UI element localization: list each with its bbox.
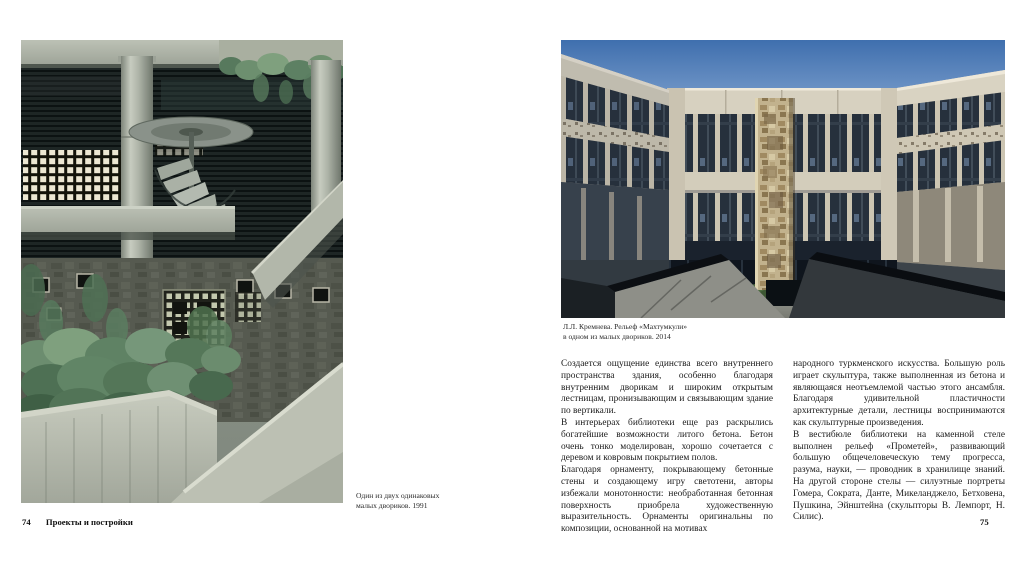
section-title: Проекты и постройки <box>45 517 133 527</box>
footer-left <box>22 517 133 527</box>
lattice-screen <box>23 150 125 200</box>
caption-line: Один из двух одинаковых <box>356 491 440 500</box>
text-column-1 <box>561 359 773 536</box>
paragraph: В интерьерах библиотеки еще раз раскрылись богатейшие возможности литого бетона. Бетон очень тонко моделирован, хорошо сочетается с деревом и ковровым покрытием полов. <box>561 417 773 464</box>
page-number-right: 75 <box>980 517 989 527</box>
caption-line: в одном из малых двориков. 2014 <box>563 331 671 341</box>
paragraph: народного туркменского искусства. Большую роль играет скульптура, также выполненная из бетона и являющаяся неотъемлемой частью этого ансамбля. Благодаря удивительной пластичности архитектурные детали, лестницы воспринимаются как скульптурные произведения. <box>793 359 1005 428</box>
footer-right <box>980 517 989 527</box>
paragraph: Создается ощущение единства всего внутреннего пространства здания, особенно благодаря внутренним дворикам и широким открытым лестницам, пронизывающим и связывающим здание по вертикали. <box>561 359 773 417</box>
page-number-left: 74 <box>22 517 31 527</box>
caption-line: Л.Л. Кремнева. Рельеф «Махтумкули» <box>563 322 688 331</box>
courtyard-photo-art <box>21 40 343 503</box>
paragraph: Благодаря орнаменту, покрывающему бетонные стены и создающему игру светотени, авторы избежали монотонности: необработанная бетонная поверхность приобрела художественную выразительность. Орнаменты оригинальны по композиции, основанной на мотивах <box>561 465 773 535</box>
caption-line: малых двориков. 1991 <box>356 500 428 510</box>
photo-caption-left <box>356 491 516 510</box>
courtyard-photo <box>21 40 343 503</box>
body-text <box>561 359 1005 536</box>
relief-photo-art <box>561 40 1005 318</box>
mid-slab <box>21 206 235 232</box>
mahtumkuli-relief <box>755 98 795 290</box>
relief-courtyard-photo <box>561 40 1005 318</box>
photo-caption-right <box>563 322 793 341</box>
text-column-2 <box>793 359 1005 536</box>
paragraph: В вестибюле библиотеки на каменной стеле выполнен рельеф «Прометей», развивающий большую общечеловеческую тему прогресса, разума, науки, — проводник в хранилище знаний. На другой стороне стелы — силуэтные портреты Гомера, Сократа, Данте, Микеланджело, Бетховена, Пушкина, Эйнштейна (скульпторы В. Лемпорт, Н. Силис). <box>793 429 1005 523</box>
